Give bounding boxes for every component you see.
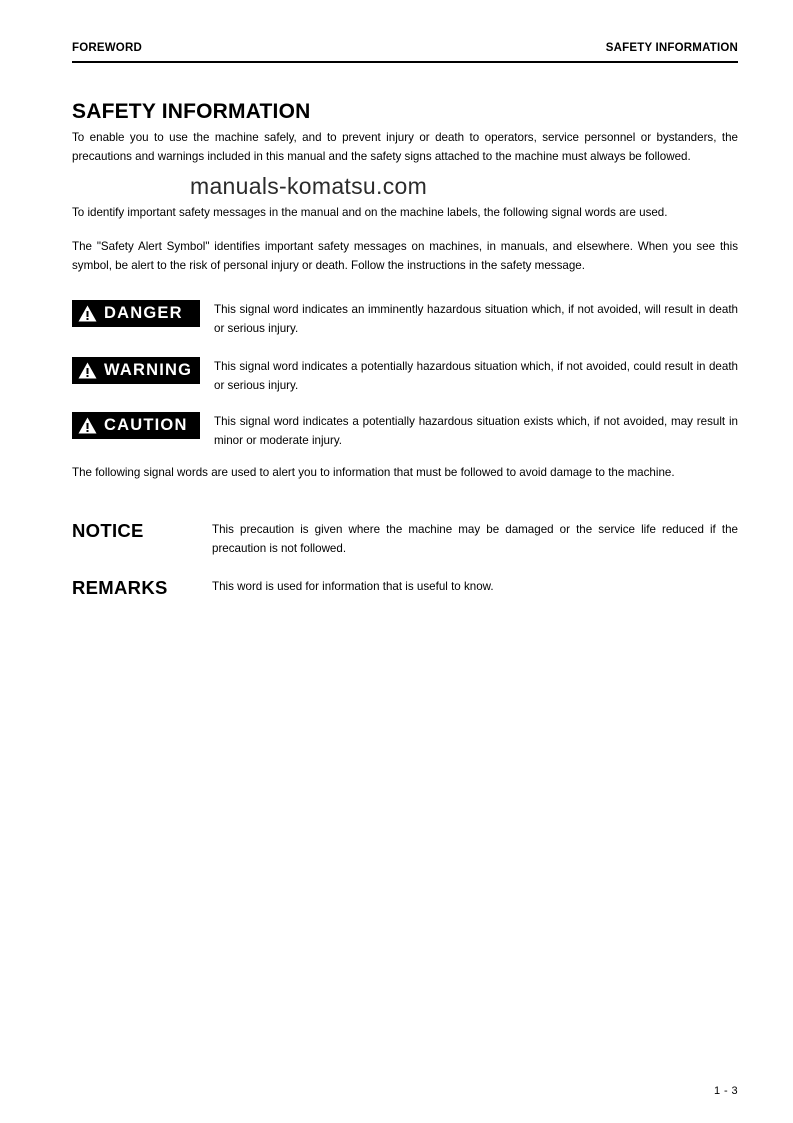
danger-label: DANGER <box>104 304 183 322</box>
notice-row <box>72 520 738 558</box>
paragraph-identify: To identify important safety messages in the manual and on the machine labels, the following signal words are used. <box>72 206 668 219</box>
paragraph-intro: To enable you to use the machine safely, and to prevent injury or death to operators, service personnel or bystanders, the precautions and warnings included in this manual and the safety signs attached to the machine must always be followed. <box>72 131 738 163</box>
page-header <box>72 42 738 54</box>
warning-description: This signal word indicates a potentially hazardous situation which, if not avoided, could result in death or serious injury. <box>214 360 738 392</box>
page-number: 1 - 3 <box>713 1085 738 1097</box>
watermark-text: manuals-komatsu.com <box>186 172 431 201</box>
caution-label: CAUTION <box>104 416 188 434</box>
notice-description: This precaution is given where the machine may be damaged or the service life reduced if the precaution is not followed. <box>212 523 738 555</box>
warning-label: WARNING <box>104 361 193 379</box>
safety-alert-triangle-icon <box>78 305 97 322</box>
remarks-row <box>72 577 738 599</box>
warning-badge <box>72 357 200 384</box>
caution-badge <box>72 412 200 439</box>
caution-description: This signal word indicates a potentially hazardous situation exists which, if not avoided, may result in minor or moderate injury. <box>214 415 738 447</box>
header-divider <box>72 61 738 63</box>
safety-alert-triangle-icon <box>78 362 97 379</box>
paragraph-safety-alert-symbol: The "Safety Alert Symbol" identifies important safety messages on machines, in manuals, and elsewhere. When you see this symbol, be alert to the risk of personal injury or death. Follow the instructions in the safety message. <box>72 240 738 272</box>
paragraph-follow: The following signal words are used to alert you to information that must be followed to avoid damage to the machine. <box>72 466 675 479</box>
header-section-right: SAFETY INFORMATION <box>605 42 738 54</box>
danger-description: This signal word indicates an imminently hazardous situation which, if not avoided, will result in death or serious injury. <box>214 303 738 335</box>
danger-badge <box>72 300 200 327</box>
header-section-left: FOREWORD <box>72 42 142 54</box>
page-title: SAFETY INFORMATION <box>72 100 311 123</box>
safety-alert-triangle-icon <box>78 417 97 434</box>
signal-row-warning <box>72 357 738 395</box>
remarks-description: This word is used for information that is useful to know. <box>212 580 494 593</box>
notice-label: NOTICE <box>72 520 144 541</box>
remarks-label: REMARKS <box>72 577 168 598</box>
signal-row-caution <box>72 412 738 450</box>
signal-row-danger <box>72 300 738 338</box>
